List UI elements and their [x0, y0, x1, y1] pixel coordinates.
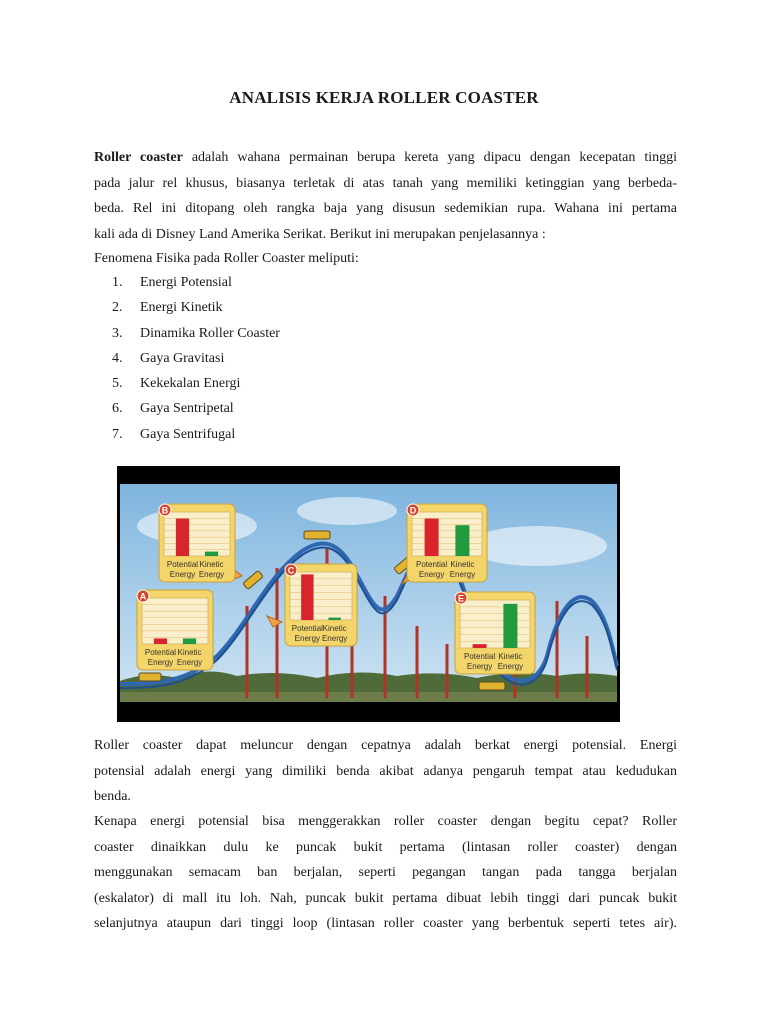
kinetic-energy-label: Energy	[176, 658, 203, 667]
potential-bar	[154, 638, 167, 644]
kinetic-energy-label: Energy	[321, 634, 348, 643]
list-item: 2. Energi Kinetik	[112, 300, 223, 316]
potential-energy-label: Potential	[144, 648, 177, 657]
list-item: 5. Kekekalan Energi	[112, 376, 241, 392]
energy-panel-c	[285, 564, 357, 646]
kinetic-energy-label: Kinetic	[450, 560, 475, 569]
paragraph-3	[94, 809, 677, 937]
paragraph-3-line-5: selanjutnya ataupun dari tinggi loop (lintasan roller coaster yang berbentuk seperti tetes air).	[94, 916, 677, 931]
potential-energy-label: Potential	[166, 560, 199, 569]
paragraph-3-line-1: Kenapa energi potensial bisa menggerakkan roller coaster dengan begitu cepat? Roller	[94, 814, 677, 829]
list-item: 1. Energi Potensial	[112, 275, 232, 290]
kinetic-bar	[503, 604, 517, 648]
paragraph-3-line-2: coaster dinaikkan dulu ke puncak bukit pertama (lintasan roller coaster) dengan	[94, 839, 677, 855]
kinetic-energy-label: Energy	[198, 570, 225, 579]
panel-letter: C	[287, 565, 295, 576]
intro-line-3: beda. Rel ini ditopang oleh rangka baja yang disusun sedemikian rupa. Wahana ini pertama	[94, 201, 677, 216]
potential-energy-label: Energy	[147, 658, 174, 667]
phenomena-list	[112, 270, 280, 447]
document-title: ANALISIS KERJA ROLLER COASTER	[229, 88, 539, 107]
paragraph-2-line-1: Roller coaster dapat meluncur dengan cepatnya adalah berkat energi potensial. Energi	[94, 738, 677, 753]
paragraph-2-line-3: benda.	[94, 789, 131, 804]
panel-letter: E	[457, 593, 465, 604]
intro-line-2: pada jalur rel khusus, biasanya terletak di atas tanah yang memiliki ketinggian yang berbeda-	[94, 175, 677, 191]
kinetic-energy-label: Kinetic	[322, 624, 347, 633]
intro-bold-term: Roller coaster	[94, 150, 183, 165]
paragraph-3-line-4: (eskalator) di mall itu loh. Nah, puncak bukit pertama dibuat lebih tinggi dari puncak bukit	[94, 890, 677, 906]
energy-panel-d	[407, 504, 487, 582]
energy-panel-e	[455, 592, 535, 674]
kinetic-energy-label: Kinetic	[177, 648, 202, 657]
paragraph-2-line-2: potensial adalah energi yang dimiliki benda akibat adanya pengaruh tempat atau kedudukan	[94, 763, 677, 779]
list-item: 3. Dinamika Roller Coaster	[112, 325, 280, 341]
kinetic-bar	[205, 552, 218, 556]
kinetic-bar	[328, 618, 340, 620]
potential-energy-label: Energy	[294, 634, 321, 643]
energy-panel-b	[159, 504, 235, 582]
kinetic-energy-label: Energy	[497, 662, 524, 671]
ground	[120, 692, 617, 702]
list-item: 7. Gaya Sentrifugal	[112, 426, 236, 442]
intro-line-1: Roller coaster adalah wahana permainan berupa kereta yang dipacu dengan kecepatan tinggi	[94, 150, 677, 165]
panel-letter: B	[161, 505, 169, 516]
potential-bar	[176, 519, 189, 556]
potential-energy-label: Potential	[291, 624, 323, 633]
energy-panel-a	[137, 590, 213, 670]
list-item: 6. Gaya Sentripetal	[112, 401, 234, 417]
paragraph-2	[94, 733, 677, 810]
list-intro: Fenomena Fisika pada Roller Coaster meliputi:	[94, 251, 359, 266]
roller-coaster-energy-figure	[117, 466, 620, 722]
kinetic-bar	[455, 525, 469, 556]
potential-energy-label: Potential	[464, 652, 496, 661]
paragraph-3-line-3: menggunakan semacam ban berjalan, seperti pegangan tangan pada tangga berjalan	[94, 865, 677, 880]
figure-illustration	[117, 466, 620, 722]
panel-letter: A	[139, 591, 147, 602]
kinetic-energy-label: Energy	[449, 570, 476, 579]
potential-energy-label: Energy	[169, 570, 196, 579]
potential-energy-label: Energy	[418, 570, 445, 579]
kinetic-bar	[183, 638, 196, 644]
potential-bar	[301, 574, 313, 620]
potential-energy-label: Potential	[416, 560, 448, 569]
intro-line-4: kali ada di Disney Land Amerika Serikat. Berikut ini merupakan penjelasannya :	[94, 226, 546, 242]
potential-bar	[425, 519, 439, 556]
kinetic-energy-label: Kinetic	[199, 560, 224, 569]
panel-letter: D	[409, 505, 417, 516]
intro-paragraph	[94, 145, 677, 247]
potential-energy-label: Energy	[466, 662, 493, 671]
list-item: 4. Gaya Gravitasi	[112, 350, 225, 366]
kinetic-energy-label: Kinetic	[498, 652, 523, 661]
potential-bar	[473, 644, 487, 648]
